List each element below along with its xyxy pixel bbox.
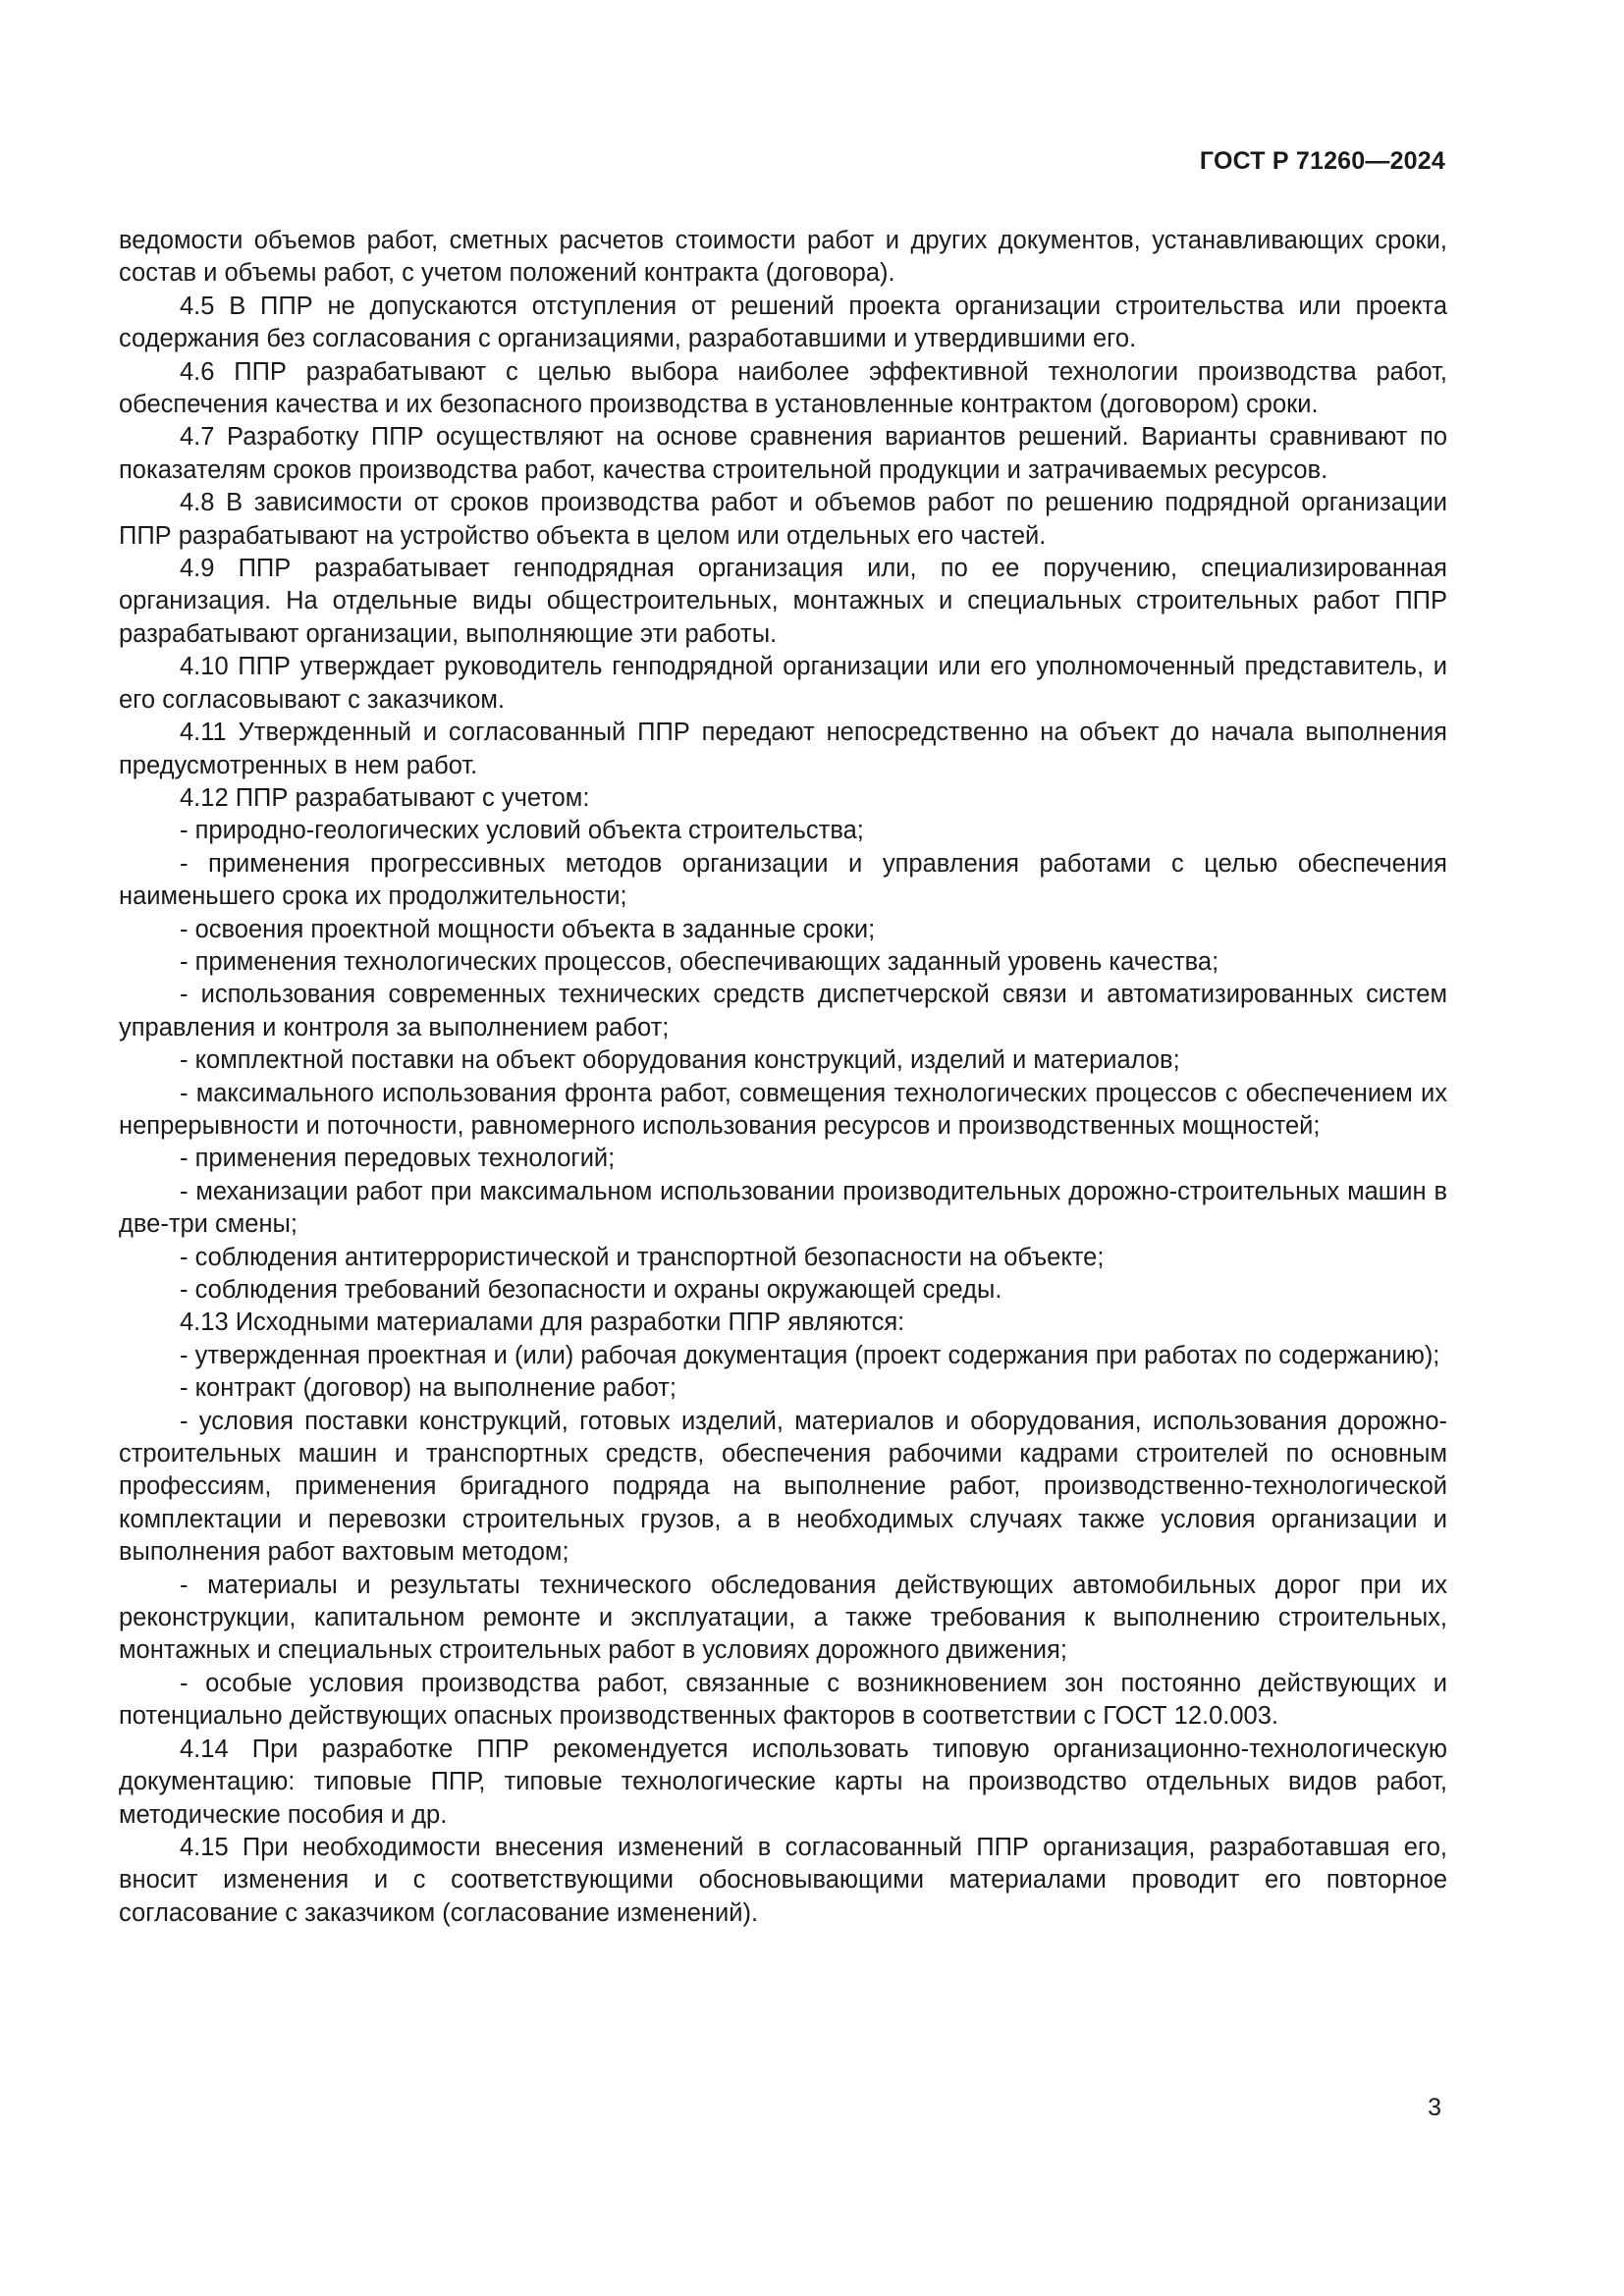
list-item: - соблюдения требований безопасности и охраны окружающей среды.	[180, 1276, 1002, 1304]
paragraph-4-10: 4.10 ППР утверждает руководитель генподрядной организации или его уполномоченный представитель, и его согласовывают с заказчиком.	[119, 653, 1447, 714]
list-item: - освоения проектной мощности объекта в заданные сроки;	[180, 915, 876, 943]
list-item: - соблюдения антитеррористической и транспортной безопасности на объекте;	[180, 1243, 1105, 1271]
list-item: - комплектной поставки на объект оборудования конструкций, изделий и материалов;	[180, 1046, 1180, 1075]
paragraph-continuation: ведомости объемов работ, сметных расчетов стоимости работ и других документов, устанавливающих сроки, состав и объемы работ, с учетом положений контракта (договора).	[119, 227, 1447, 288]
list-item: - применения передовых технологий;	[180, 1145, 616, 1173]
paragraph-4-9: 4.9 ППР разрабатывает генподрядная организация или, по ее поручению, специализированная организация. На отдельные виды общестроительных, монтажных и специальных строительных работ ППР разрабатывают организации, выполняющие эти работы.	[119, 555, 1447, 648]
list-item: - использования современных технических средств диспетчерской связи и автоматизированных систем управления и контроля за выполнением работ;	[119, 981, 1447, 1041]
list-item: - условия поставки конструкций, готовых изделий, материалов и оборудования, использования дорожно-строительных машин и транспортных средств, обеспечения рабочими кадрами строителей по основным профессиям, применения бригадного подряда на выполнение работ, производственно-технологической комплектации и перевозки строительных грузов, а в необходимых случаях также условия организации и выполнения работ вахтовым методом;	[119, 1407, 1447, 1567]
list-item: - утвержденная проектная и (или) рабочая документация (проект содержания при работах по содержанию);	[180, 1341, 1440, 1369]
list-item: - природно-геологических условий объекта строительства;	[180, 817, 864, 845]
list-item: - применения прогрессивных методов организации и управления работами с целью обеспечения наименьшего срока их продолжительности;	[119, 849, 1447, 911]
page-number: 3	[1428, 2094, 1441, 2121]
paragraph-4-7: 4.7 Разработку ППР осуществляют на основе сравнения вариантов решений. Варианты сравнивают по показателям сроков производства работ, качества строительной продукции и затрачиваемых ресурсов.	[119, 423, 1447, 484]
paragraph-4-12: 4.12 ППР разрабатывают с учетом:	[180, 783, 590, 812]
paragraph-4-5: 4.5 В ППР не допускаются отступления от решений проекта организации строительства или проекта содержания без согласования с организациями, разработавшими и утвердившими его.	[119, 292, 1447, 353]
list-item: - максимального использования фронта работ, совмещения технологических процессов с обеспечением их непрерывности и поточности, равномерного использования ресурсов и производственных мощностей;	[119, 1079, 1447, 1140]
paragraph-4-11: 4.11 Утвержденный и согласованный ППР передают непосредственно на объект до начала выполнения предусмотренных в нем работ.	[119, 719, 1447, 779]
list-item: - применения технологических процессов, обеспечивающих заданный уровень качества;	[180, 947, 1219, 976]
document-standard-number: ГОСТ Р 71260—2024	[1199, 147, 1445, 175]
document-body	[119, 225, 1447, 1930]
list-item: - контракт (договор) на выполнение работ;	[180, 1374, 677, 1403]
list-item: - механизации работ при максимальном использовании производительных дорожно-строительных машин в две-три смены;	[119, 1177, 1447, 1239]
paragraph-4-8: 4.8 В зависимости от сроков производства работ и объемов работ по решению подрядной организации ППР разрабатывают на устройство объекта в целом или отдельных его частей.	[119, 489, 1447, 550]
paragraph-4-15: 4.15 При необходимости внесения изменений в согласованный ППР организация, разработавшая его, вносит изменения и с соответствующими обосновывающими материалами проводит его повторное согласование с заказчиком (согласование изменений).	[119, 1833, 1447, 1927]
paragraph-4-13: 4.13 Исходными материалами для разработки ППР являются:	[180, 1308, 905, 1337]
paragraph-4-14: 4.14 При разработке ППР рекомендуется использовать типовую организационно-технологическую документацию: типовые ППР, типовые технологические карты на производство отдельных видов работ, методические пособия и др.	[119, 1735, 1447, 1829]
paragraph-4-6: 4.6 ППР разрабатывают с целью выбора наиболее эффективной технологии производства работ, обеспечения качества и их безопасного производства в установленные контрактом (договором) сроки.	[119, 357, 1447, 419]
list-item: - особые условия производства работ, связанные с возникновением зон постоянно действующих и потенциально действующих опасных производственных факторов в соответствии с ГОСТ 12.0.003.	[119, 1669, 1447, 1731]
list-item: - материалы и результаты технического обследования действующих автомобильных дорог при их реконструкции, капитальном ремонте и эксплуатации, а также требования к выполнению строительных, монтажных и специальных строительных работ в условиях дорожного движения;	[119, 1571, 1447, 1665]
